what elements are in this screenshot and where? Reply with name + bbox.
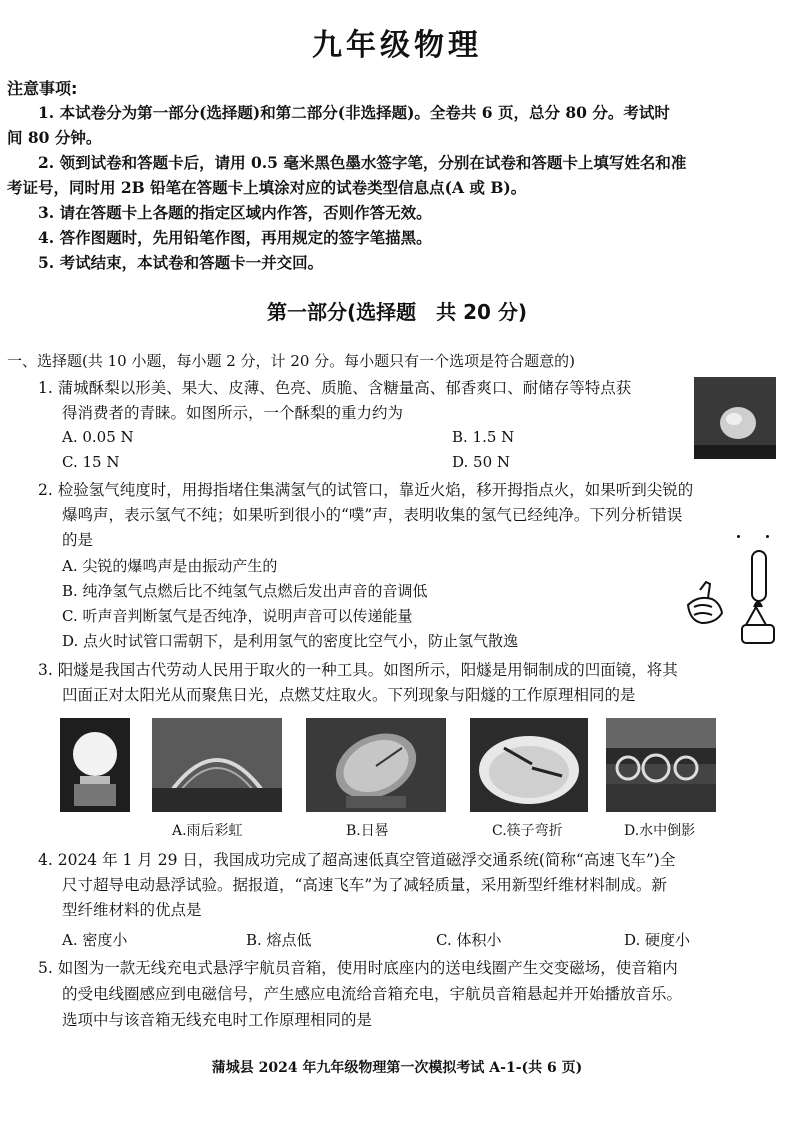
sundial-photo <box>306 718 446 812</box>
notice-heading: 注意事项: <box>7 79 78 98</box>
notice-line: 考证号，同时用 2B 铅笔在答题卡上填涂对应的试卷类型信息点(A 或 B)。 <box>7 178 527 197</box>
question-5-line: 的受电线圈感应到电磁信号，产生感应电流给音箱充电，宇航员音箱悬起并开始播放音乐。 <box>62 985 683 1003</box>
notice-line: 1. 本试卷分为第一部分(选择题)和第二部分(非选择题)。全卷共 6 页，总分 80 分。考试时 <box>38 103 670 122</box>
question-3-line: 3. 阳燧是我国古代劳动人民用于取火的一种工具。如图所示，阳燧是用铜制成的凹面镜，将其 <box>38 661 678 679</box>
question-2-option-c: C. 听声音判断氢气是否纯净，说明声音可以传递能量 <box>62 607 413 625</box>
question-1-option-b: B. 1.5 N <box>452 428 515 446</box>
yangsui-photo <box>60 718 130 812</box>
part-intro: 一、选择题(共 10 小题，每小题 2 分，计 20 分。每小题只有一个选项是符合题意的) <box>7 352 576 370</box>
question-4-line: 型纤维材料的优点是 <box>62 901 202 919</box>
notice-line: 2. 领到试卷和答题卡后，请用 0.5 毫米黑色墨水签字笔，分别在试卷和答题卡上填写姓名和准 <box>38 153 687 172</box>
question-2-option-a: A. 尖锐的爆鸣声是由振动产生的 <box>62 557 278 575</box>
caption-b: B.日晷 <box>346 823 389 839</box>
notice-line: 3. 请在答题卡上各题的指定区域内作答，否则作答无效。 <box>38 203 432 222</box>
question-4-line: 4. 2024 年 1 月 29 日，我国成功完成了超高速低真空管道磁浮交通系统(简称“高速飞车”)全 <box>38 851 676 869</box>
question-1-line: 得消费者的青睐。如图所示，一个酥梨的重力约为 <box>62 404 404 422</box>
question-2-line: 2. 检验氢气纯度时，用拇指堵住集满氢气的试管口，靠近火焰，移开拇指点火，如果听到尖锐的 <box>38 481 694 499</box>
page-title: 九年级物理 <box>312 28 482 63</box>
notice-line: 5. 考试结束，本试卷和答题卡一并交回。 <box>38 253 324 272</box>
question-1-option-c: C. 15 N <box>62 453 120 471</box>
question-4-option-c: C. 体积小 <box>436 931 502 949</box>
question-2-line: 的是 <box>62 531 94 549</box>
caption-d: D.水中倒影 <box>624 823 696 839</box>
reflection-photo <box>606 718 716 812</box>
test-tube-illustration <box>680 545 785 654</box>
question-2-option-d: D. 点火时试管口需朝下，是利用氢气的密度比空气小，防止氢气散逸 <box>62 632 519 650</box>
question-3-line: 凹面正对太阳光从而聚焦日光，点燃艾炷取火。下列现象与阳燧的工作原理相同的是 <box>62 686 636 704</box>
notice-line: 间 80 分钟。 <box>7 128 102 147</box>
rainbow-photo <box>152 718 282 812</box>
caption-a: A.雨后彩虹 <box>172 823 243 839</box>
question-4-option-d: D. 硬度小 <box>624 931 691 949</box>
caption-c: C.筷子弯折 <box>492 823 563 839</box>
question-4-option-b: B. 熔点低 <box>246 931 312 949</box>
page-footer: 蒲城县 2024 年九年级物理第一次模拟考试 A-1-(共 6 页) <box>211 1060 583 1076</box>
chopstick-photo <box>470 718 588 812</box>
question-1-option-a: A. 0.05 N <box>62 428 134 446</box>
question-5-line: 5. 如图为一款无线充电式悬浮宇航员音箱，使用时底座内的送电线圈产生交变磁场，使音箱内 <box>38 959 678 977</box>
question-4-line: 尺寸超导电动悬浮试验。据报道，“高速飞车”为了减轻质量，采用新型纤维材料制成。新 <box>62 876 667 894</box>
section-title: 第一部分(选择题 共 20 分) <box>266 300 528 324</box>
question-2-option-b: B. 纯净氢气点燃后比不纯氢气点燃后发出声音的音调低 <box>62 582 428 600</box>
emphasis-dots <box>735 523 775 542</box>
question-2-line: 爆鸣声，表示氢气不纯；如果听到很小的“噗”声，表明收集的氢气已经纯净。下列分析错误 <box>62 506 683 524</box>
pear-photo <box>694 377 776 459</box>
question-1-line: 1. 蒲城酥梨以形美、果大、皮薄、色亮、质脆、含糖量高、郁香爽口、耐储存等特点获 <box>38 379 632 397</box>
question-1-option-d: D. 50 N <box>452 453 511 471</box>
notice-line: 4. 答作图题时，先用铅笔作图，再用规定的签字笔描黑。 <box>38 228 432 247</box>
question-4-option-a: A. 密度小 <box>62 931 128 949</box>
question-5-line: 选项中与该音箱无线充电时工作原理相同的是 <box>62 1011 373 1029</box>
